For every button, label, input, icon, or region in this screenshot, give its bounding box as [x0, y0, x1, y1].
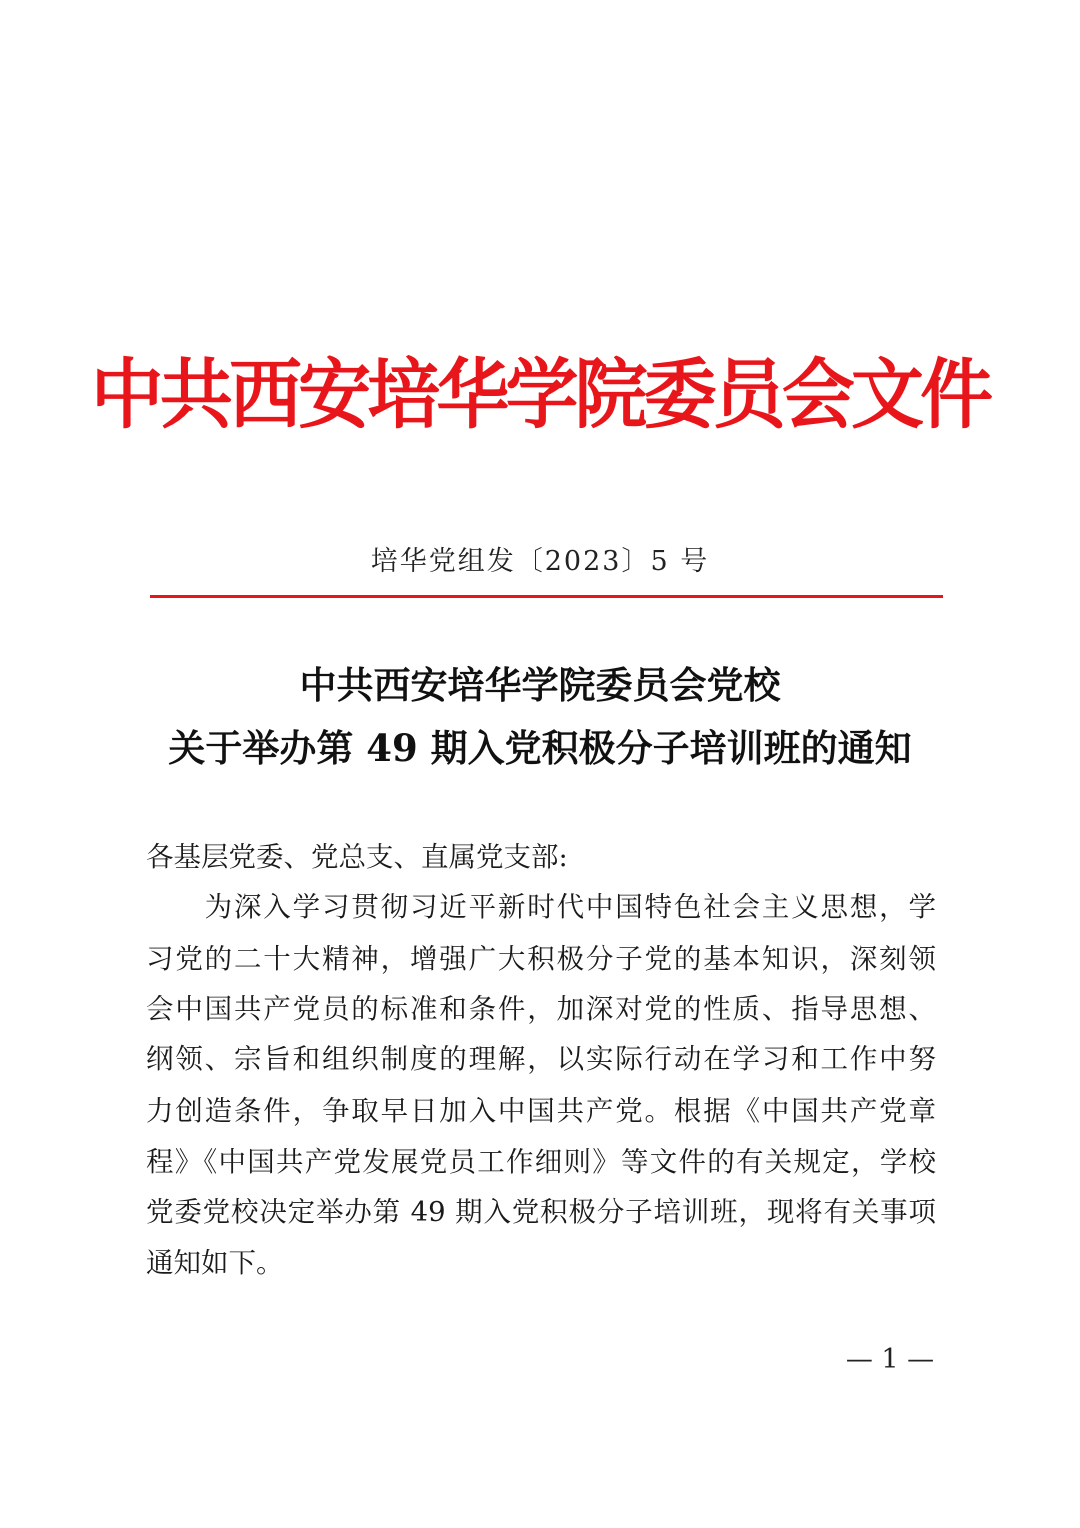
body-line: 为深入学习贯彻习近平新时代中国特色社会主义思想，学	[146, 891, 936, 923]
red-divider-line	[150, 595, 943, 598]
body-line: 纲领、宗旨和组织制度的理解，以实际行动在学习和工作中努	[146, 1043, 936, 1075]
document-number: 培华党组发〔2023〕5 号	[370, 546, 710, 577]
notice-title-line-2: 关于举办第 49 期入党积极分子培训班的通知	[168, 726, 912, 770]
body-line: 力创造条件，争取早日加入中国共产党。根据《中国共产党章	[146, 1095, 936, 1127]
body-line: 通知如下。	[146, 1247, 284, 1279]
notice-title-line-1: 中共西安培华学院委员会党校	[299, 663, 781, 707]
issuing-organization-header: 中共西安培华学院委员会文件	[90, 350, 990, 439]
salutation: 各基层党委、党总支、直属党支部:	[146, 841, 568, 873]
body-line: 习党的二十大精神，增强广大积极分子党的基本知识，深刻领	[146, 943, 936, 975]
body-line: 程》《中国共产党发展党员工作细则》等文件的有关规定，学校	[146, 1146, 936, 1178]
body-line: 党委党校决定举办第 49 期入党积极分子培训班，现将有关事项	[146, 1196, 936, 1228]
body-line: 会中国共产党员的标准和条件，加深对党的性质、指导思想、	[146, 993, 936, 1025]
page-number: — 1 —	[845, 1344, 935, 1375]
